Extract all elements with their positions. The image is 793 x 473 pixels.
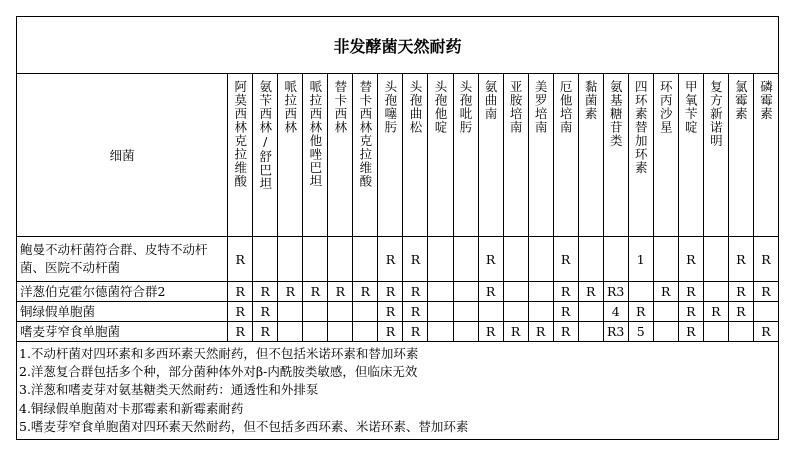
result-cell: 5 [628,322,653,342]
result-cell [578,302,603,322]
result-cell: R [478,282,503,302]
result-cell: R [678,322,703,342]
table-row [17,302,779,322]
table-row [17,237,779,282]
result-cell: R [553,237,578,282]
antibiotic-header [628,74,653,237]
antibiotic-header [253,74,278,237]
result-cell [428,322,453,342]
result-cell: 1 [628,237,653,282]
result-cell: R [303,282,328,302]
organism-name: 铜绿假单胞菌 [17,302,228,322]
organism-name: 鲍曼不动杆菌符合群、皮特不动杆菌、医院不动杆菌 [17,237,228,282]
result-cell [253,237,278,282]
antibiotic-header [378,74,403,237]
result-cell: R [728,302,753,322]
result-cell [528,237,553,282]
result-cell [653,322,678,342]
antibiotic-name: 氨基糖苷类 [608,80,624,148]
result-cell: R [578,282,603,302]
result-cell [628,282,653,302]
antibiotic-header [503,74,528,237]
footnote: 4.铜绿假单胞菌对卡那霉素和新霉素耐药 [19,400,244,416]
result-cell: R [728,237,753,282]
antibiotic-name: 氨曲南 [483,80,499,121]
result-cell: R [553,282,578,302]
result-cell: R [228,282,253,302]
antibiotic-header [653,74,678,237]
antibiotic-name: 亚胺培南 [508,80,524,134]
result-cell: R [353,282,378,302]
result-cell: R3 [603,322,628,342]
antibiotic-header [328,74,353,237]
result-cell [703,322,728,342]
antibiotic-name: 环丙沙星 [658,80,674,134]
antibiotic-header [678,74,703,237]
result-cell [603,237,628,282]
result-cell: 4 [603,302,628,322]
result-cell: R [628,302,653,322]
result-cell: R [403,237,428,282]
result-cell: R [653,282,678,302]
organism-name: 洋葱伯克霍尔德菌符合群2 [17,282,228,302]
antibiotic-name: 氯霉素 [733,80,749,121]
result-cell: R [228,237,253,282]
result-cell [653,237,678,282]
result-cell: R [378,322,403,342]
result-cell: R [553,302,578,322]
result-cell [353,302,378,322]
notes-row [17,342,779,440]
result-cell [428,237,453,282]
antibiotic-header [728,74,753,237]
antibiotic-name: 阿莫西林克拉维酸 [232,80,248,188]
antibiotic-header [478,74,503,237]
antibiotic-name: 磷霉素 [758,80,774,121]
result-cell: R [328,282,353,302]
antibiotic-name: 哌拉西林 [282,80,298,134]
antibiotic-header [453,74,478,237]
result-cell [478,302,503,322]
result-cell [328,322,353,342]
result-cell: R [728,282,753,302]
result-cell: R [403,302,428,322]
result-cell [653,302,678,322]
antibiotic-header [228,74,253,237]
antibiotic-header [603,74,628,237]
result-cell: R [378,237,403,282]
result-cell [303,237,328,282]
result-cell: R [703,302,728,322]
footnote: 2.洋葱复合群包括多个种，部分菌种体外对β-内酰胺类敏感，但临床无效 [19,364,418,380]
result-cell [578,237,603,282]
result-cell [278,237,303,282]
footnote: 5.嗜麦芽窄食单胞菌对四环素天然耐药，但不包括多西环素、米诺环素、替加环素 [19,418,469,434]
result-cell [303,302,328,322]
result-cell [453,302,478,322]
result-cell [328,237,353,282]
organism-name: 嗜麦芽窄食单胞菌 [17,322,228,342]
antibiotic-name: 黏菌素 [583,80,599,121]
result-cell [703,282,728,302]
result-cell: R [253,322,278,342]
antibiotic-name: 哌拉西林他唑巴坦 [307,80,323,188]
result-cell [428,302,453,322]
result-cell [503,302,528,322]
result-cell [328,302,353,322]
header-row [17,74,779,237]
result-cell [278,322,303,342]
result-cell [453,237,478,282]
antibiotic-header [428,74,453,237]
antibiotic-header [703,74,728,237]
table-title: 非发酵菌天然耐药 [17,17,779,74]
antibiotic-header [303,74,328,237]
result-cell [703,237,728,282]
result-cell [453,322,478,342]
result-cell: R [753,322,778,342]
result-cell [303,322,328,342]
result-cell [428,282,453,302]
antibiotic-header [403,74,428,237]
result-cell: R [478,237,503,282]
result-cell [503,237,528,282]
antibiotic-header [528,74,553,237]
antibiotic-header [278,74,303,237]
antibiotic-name: 头孢吡肟 [458,80,474,134]
footnotes [17,342,779,440]
result-cell [728,322,753,342]
result-cell [528,282,553,302]
result-cell: R [528,322,553,342]
result-cell [528,302,553,322]
antibiotic-name: 氨苄西林/舒巴坦 [257,80,273,191]
antibiotic-name: 替卡西林克拉维酸 [357,80,373,188]
result-cell: R [678,237,703,282]
result-cell: R [378,282,403,302]
result-cell [278,302,303,322]
antibiotic-name: 替卡西林 [332,80,348,134]
result-cell: R [503,322,528,342]
result-cell: R [753,237,778,282]
result-cell [753,302,778,322]
antibiotic-header [578,74,603,237]
organism-column-header: 细菌 [17,74,228,237]
result-cell: R [678,282,703,302]
table-row [17,322,779,342]
result-cell: R [253,282,278,302]
antibiotic-name: 厄他培南 [558,80,574,134]
result-cell: R [278,282,303,302]
result-cell: R [678,302,703,322]
result-cell: R [228,302,253,322]
footnote: 1.不动杆菌对四环素和多西环素天然耐药，但不包括米诺环素和替加环素 [19,346,419,361]
antibiotic-name: 头孢噻肟 [382,80,398,134]
antibiotic-header [553,74,578,237]
result-cell: R [753,282,778,302]
table-row [17,282,779,302]
antibiotic-name: 甲氧苄啶 [683,80,699,134]
result-cell: R [228,322,253,342]
result-cell: R [403,322,428,342]
result-cell: R [553,322,578,342]
antibiotic-header [753,74,778,237]
result-cell [503,282,528,302]
footnote: 3.洋葱和嗜麦芽对氨基糖类天然耐药：通透性和外排泵 [19,382,319,398]
result-cell: R [403,282,428,302]
antibiotic-name: 四环素替加环素 [633,80,649,175]
result-cell [453,282,478,302]
antibiotic-header [353,74,378,237]
resistance-table [16,16,779,440]
result-cell: R [478,322,503,342]
antibiotic-name: 头孢他啶 [432,80,448,134]
result-cell: R [378,302,403,322]
result-cell [353,237,378,282]
result-cell: R [253,302,278,322]
result-cell [353,322,378,342]
antibiotic-name: 复方新诺明 [708,80,724,148]
result-cell: R3 [603,282,628,302]
antibiotic-name: 头孢曲松 [407,80,423,134]
result-cell [578,322,603,342]
antibiotic-name: 美罗培南 [533,80,549,134]
